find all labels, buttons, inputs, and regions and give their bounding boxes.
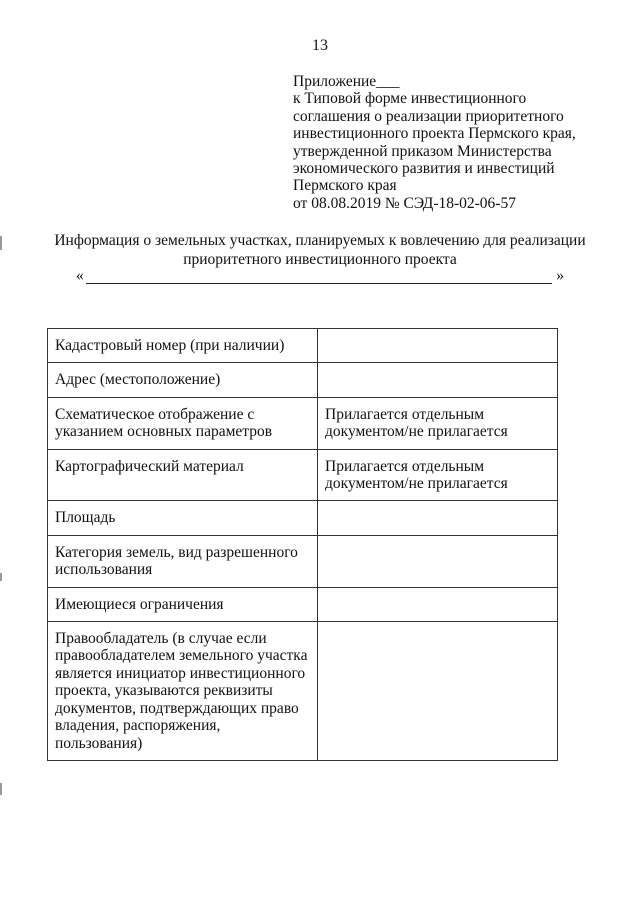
scan-edge-mark (0, 236, 2, 250)
table-row (48, 329, 558, 363)
table-row (48, 397, 558, 449)
scan-edge-mark (0, 783, 2, 795)
table-row (48, 449, 558, 501)
row-label: Картографический материал (48, 449, 318, 501)
appendix-line: инвестиционного проекта Пермского края, (293, 125, 576, 143)
table-row (48, 587, 558, 621)
scan-edge-mark (0, 573, 2, 581)
table-row (48, 535, 558, 587)
heading-line: Информация о земельных участках, планируемых к вовлечению для реализации (54, 232, 586, 249)
document-heading (30, 231, 610, 269)
row-value (318, 329, 558, 363)
appendix-line: Приложение___ (293, 73, 400, 90)
row-value (318, 535, 558, 587)
heading-line: приоритетного инвестиционного проекта (183, 251, 457, 268)
row-value: Прилагается отдельным документом/не прилагается (318, 397, 558, 449)
table-row (48, 501, 558, 535)
appendix-block (293, 73, 613, 212)
table-row (48, 622, 558, 761)
row-label: Адрес (местоположение) (48, 363, 318, 397)
appendix-line: к Типовой форме инвестиционного (293, 90, 527, 108)
row-value (318, 587, 558, 621)
row-label: Площадь (48, 501, 318, 535)
appendix-line: Пермского края (293, 177, 397, 195)
page-number: 13 (312, 37, 328, 54)
appendix-line: соглашения о реализации приоритетного (293, 107, 564, 125)
project-name-underline (86, 283, 552, 284)
row-label: Кадастровый номер (при наличии) (48, 329, 318, 363)
quote-close: » (556, 267, 564, 284)
row-label: Правообладатель (в случае если правообладателем земельного участка является инициатор инвестиционного проекта, указываются реквизиты документов, подтверждающих право владения, распоряжения, пользования) (48, 622, 318, 761)
quote-open: « (76, 267, 84, 284)
row-value (318, 501, 558, 535)
row-value: Прилагается отдельным документом/не прилагается (318, 449, 558, 501)
row-value (318, 622, 558, 761)
row-label: Схематическое отображение с указанием основных параметров (48, 397, 318, 449)
row-label: Имеющиеся ограничения (48, 587, 318, 621)
project-name-line (76, 267, 564, 287)
appendix-line: экономического развития и инвестиций (293, 160, 555, 178)
row-label: Категория земель, вид разрешенного использования (48, 535, 318, 587)
land-plot-table (47, 328, 558, 761)
appendix-line: утвержденной приказом Министерства (293, 142, 552, 160)
table-row (48, 363, 558, 397)
row-value (318, 363, 558, 397)
appendix-line: от 08.08.2019 № СЭД-18-02-06-57 (293, 194, 516, 212)
